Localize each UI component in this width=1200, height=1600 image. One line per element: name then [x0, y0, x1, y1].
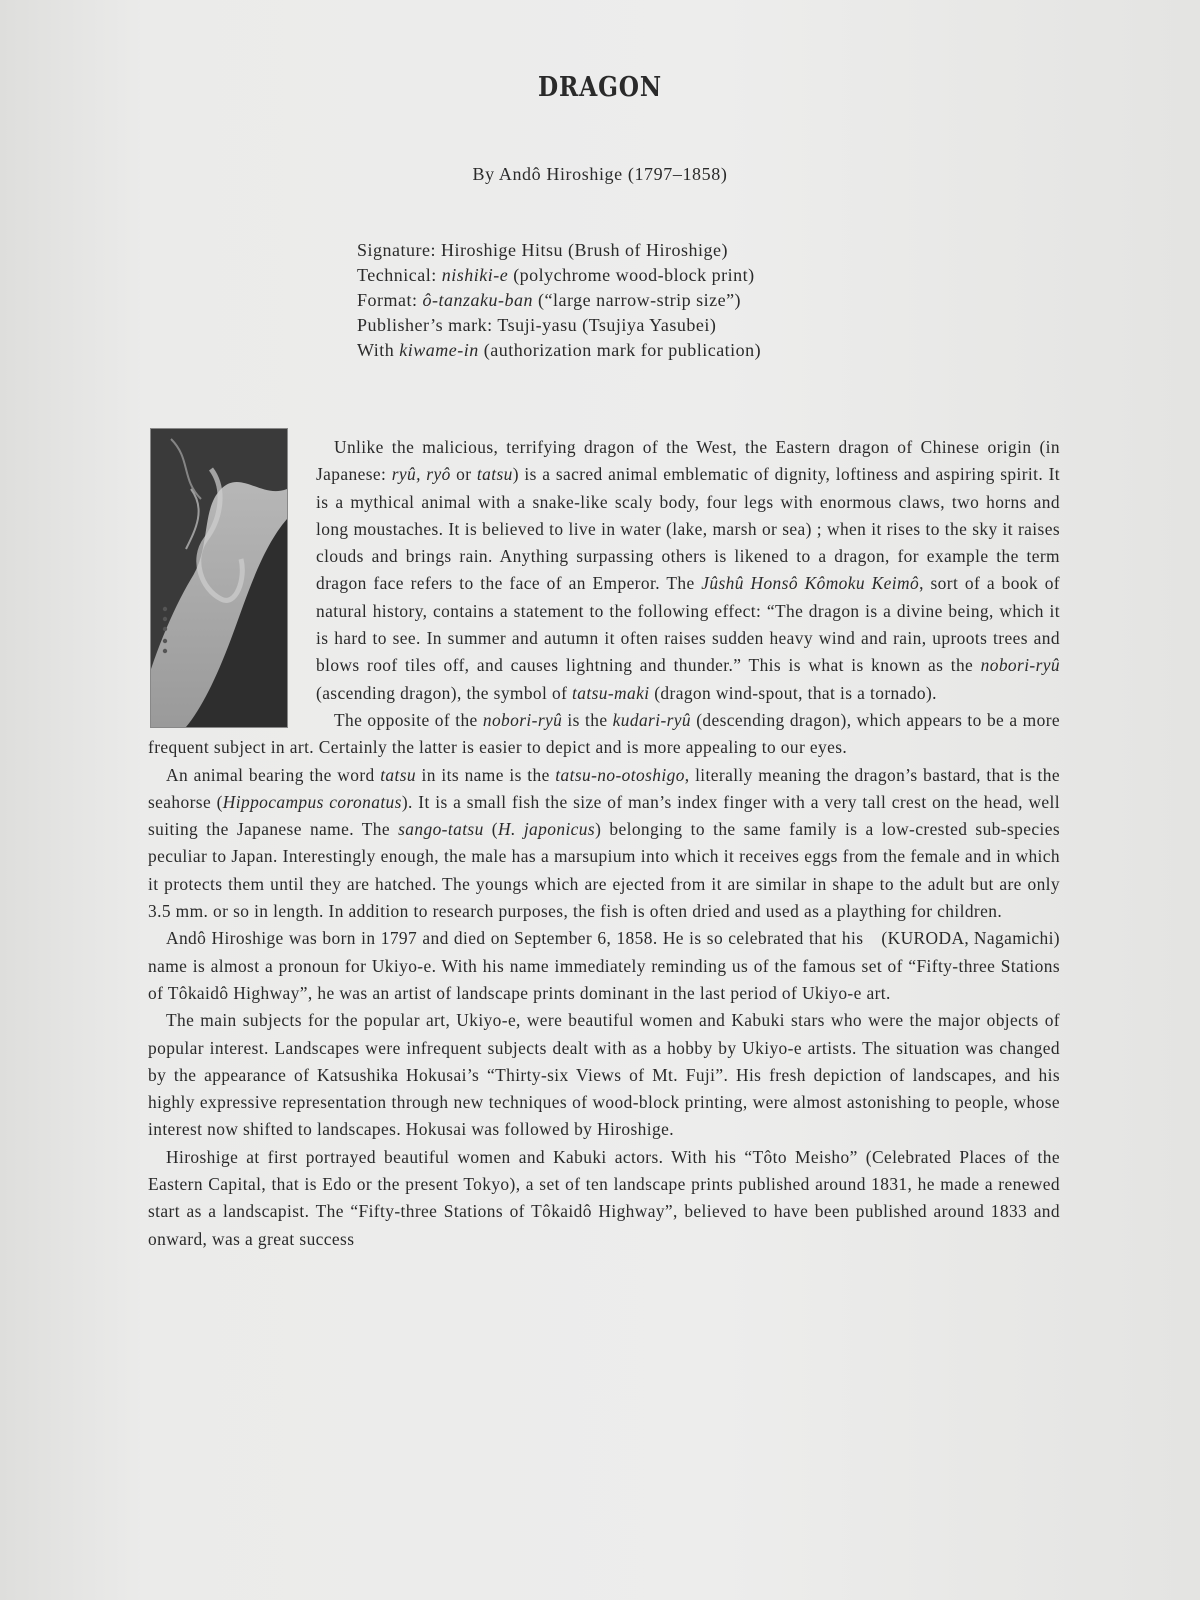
meta-publisher: Publisher’s mark: Tsuji-yasu (Tsujiya Yasubei)	[357, 315, 717, 335]
meta-signature: Signature: Hiroshige Hitsu (Brush of Hiroshige)	[357, 240, 728, 260]
paragraph-dragon-intro: Unlike the malicious, terrifying dragon of the West, the Eastern dragon of Chinese origin (in Japanese: ryû, ryô or tatsu) is a sacred animal emblematic of dignity, loftiness and aspiring spirit. It is a mythical animal with a snake-like scaly body, four legs with enormous claws, two horns and long moustaches. It is believed to live in water (lake, marsh or sea) ; when it rises to the sky it raises clouds and brings rain. Anything surpassing others is likened to a dragon, for example the term dragon face refers to the face of an Emperor. The Jûshû Honsô Kômoku Keimô, sort of a book of natural history, contains a statement to the following effect: “The dragon is a divine being, which it is hard to see. In summer and autumn it often raises sudden heavy wind and rain, uproots trees and blows roof tiles off, and causes lightning and thunder.” This is what is known as the nobori-ryû (ascending dragon), the symbol of tatsu-maki (dragon wind-spout, that is a tornado).	[316, 437, 1061, 703]
paragraph-kudari-ryu: The opposite of the nobori-ryû is the kudari-ryû (descending dragon), which appears to be a more frequent subject in art. Certainly the latter is easier to depict and is more appealing to our eyes.	[148, 709, 1060, 758]
paragraph-hiroshige-bio: Andô Hiroshige was born in 1797 and died on September 6, 1858. He is so celebrated that his name is almost a pronoun for Ukiyo-e. With his name immediately reminding us of the famous set of “Fifty-three Stations of Tôkaidô Highway”, he was an artist of landscape prints dominant in the last period of Ukiyo-e art.	[148, 928, 1060, 1003]
meta-format: Format: ô-tanzaku-ban (“large narrow-strip size”)	[357, 290, 742, 310]
byline: By Andô Hiroshige (1797–1858)	[472, 164, 728, 184]
print-metadata	[357, 238, 857, 363]
page-title: DRAGON	[538, 72, 662, 103]
author-signature: (KURODA, Nagamichi)	[881, 928, 1060, 949]
paragraph-seahorse: An animal bearing the word tatsu in its name is the tatsu-no-otoshigo, literally meaning the dragon’s bastard, that is the seahorse (Hippocampus coronatus). It is a small fish the size of man’s index finger with a very tall crest on the head, well suiting the Japanese name. The sango-tatsu (H. japonicus) belonging to the same family is a low-crested sub-species peculiar to Japan. Interestingly enough, the male has a marsupium into which it receives eggs from the female and in which it protects them until they are hatched. The youngs which are ejected from it are similar in shape to the adult but are only 3.5 mm. or so in length. In addition to research purposes, the fish is often dried and used as a plaything for children. (KURODA, Nagamichi)	[148, 762, 1060, 926]
meta-technical: Technical: nishiki-e (polychrome wood-block print)	[357, 265, 755, 285]
meta-kiwame: With kiwame-in (authorization mark for publication)	[357, 340, 762, 360]
article-body	[148, 434, 1060, 1253]
paragraph-ukiyoe-subjects: The main subjects for the popular art, Ukiyo-e, were beautiful women and Kabuki stars who were the major objects of popular interest. Landscapes were infrequent subjects dealt with as a hobby by Ukiyo-e artists. The situation was changed by the appearance of Katsushika Hokusai’s “Thirty-six Views of Mt. Fuji”. His fresh depiction of landscapes, and his highly expressive representation through new techniques of wood-block printing, were almost astonishing to people, whose interest now shifted to landscapes. Hokusai was followed by Hiroshige.	[148, 1010, 1060, 1140]
paragraph-hiroshige-career: Hiroshige at first portrayed beautiful women and Kabuki actors. With his “Tôto Meisho” (Celebrated Places of the Eastern Capital, that is Edo or the present Tokyo), a set of ten landscape prints published around 1831, he made a renewed start as a landscapist. The “Fifty-three Stations of Tôkaidô Highway”, believed to have been published around 1833 and onward, was a great success	[148, 1146, 1060, 1249]
